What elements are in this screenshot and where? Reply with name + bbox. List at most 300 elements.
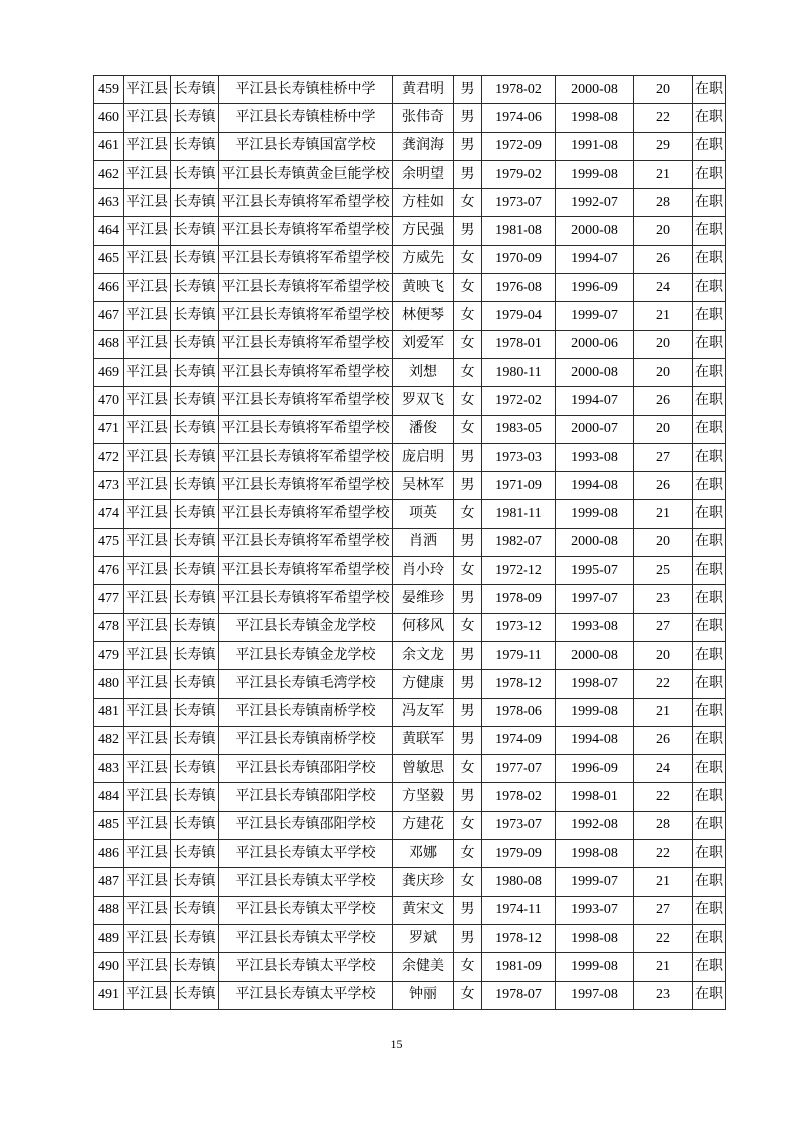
cell-county: 平江县 (124, 981, 171, 1009)
cell-school: 平江县长寿镇将军希望学校 (219, 415, 393, 443)
cell-gender: 女 (454, 557, 482, 585)
cell-seq: 462 (94, 160, 124, 188)
cell-start-date: 1999-08 (556, 953, 634, 981)
cell-name: 龚庆珍 (393, 868, 454, 896)
cell-school: 平江县长寿镇太平学校 (219, 953, 393, 981)
cell-name: 曾敏思 (393, 755, 454, 783)
cell-years: 24 (634, 755, 693, 783)
cell-school: 平江县长寿镇黄金巨能学校 (219, 160, 393, 188)
cell-birth-date: 1978-12 (482, 924, 556, 952)
cell-town: 长寿镇 (171, 217, 219, 245)
cell-gender: 女 (454, 500, 482, 528)
cell-seq: 459 (94, 76, 124, 104)
cell-start-date: 2000-08 (556, 76, 634, 104)
cell-seq: 474 (94, 500, 124, 528)
cell-years: 21 (634, 953, 693, 981)
cell-seq: 463 (94, 189, 124, 217)
cell-name: 张伟奇 (393, 104, 454, 132)
cell-school: 平江县长寿镇将军希望学校 (219, 189, 393, 217)
cell-gender: 男 (454, 783, 482, 811)
cell-years: 20 (634, 358, 693, 386)
cell-status: 在职 (693, 76, 726, 104)
table-row (94, 472, 726, 500)
cell-years: 21 (634, 868, 693, 896)
cell-birth-date: 1978-01 (482, 330, 556, 358)
cell-county: 平江县 (124, 840, 171, 868)
table-row (94, 274, 726, 302)
cell-years: 24 (634, 274, 693, 302)
cell-seq: 471 (94, 415, 124, 443)
cell-gender: 男 (454, 641, 482, 669)
cell-birth-date: 1970-09 (482, 245, 556, 273)
cell-start-date: 1994-07 (556, 245, 634, 273)
cell-start-date: 1999-08 (556, 698, 634, 726)
cell-status: 在职 (693, 217, 726, 245)
cell-years: 20 (634, 415, 693, 443)
cell-start-date: 1999-07 (556, 868, 634, 896)
cell-school: 平江县长寿镇桂桥中学 (219, 76, 393, 104)
cell-status: 在职 (693, 783, 726, 811)
cell-gender: 女 (454, 415, 482, 443)
cell-status: 在职 (693, 698, 726, 726)
cell-years: 28 (634, 811, 693, 839)
cell-seq: 489 (94, 924, 124, 952)
cell-town: 长寿镇 (171, 132, 219, 160)
cell-seq: 478 (94, 613, 124, 641)
cell-years: 22 (634, 840, 693, 868)
cell-seq: 487 (94, 868, 124, 896)
cell-years: 27 (634, 613, 693, 641)
cell-school: 平江县长寿镇太平学校 (219, 981, 393, 1009)
cell-school: 平江县长寿镇邵阳学校 (219, 755, 393, 783)
cell-years: 26 (634, 472, 693, 500)
cell-name: 黄君明 (393, 76, 454, 104)
table-row (94, 896, 726, 924)
cell-town: 长寿镇 (171, 245, 219, 273)
cell-town: 长寿镇 (171, 755, 219, 783)
cell-birth-date: 1981-08 (482, 217, 556, 245)
cell-years: 21 (634, 302, 693, 330)
cell-gender: 男 (454, 670, 482, 698)
table-row (94, 415, 726, 443)
cell-name: 肖小玲 (393, 557, 454, 585)
cell-status: 在职 (693, 132, 726, 160)
table-row (94, 443, 726, 471)
table-row (94, 924, 726, 952)
cell-start-date: 2000-08 (556, 528, 634, 556)
cell-county: 平江县 (124, 302, 171, 330)
cell-status: 在职 (693, 104, 726, 132)
cell-start-date: 2000-07 (556, 415, 634, 443)
cell-birth-date: 1983-05 (482, 415, 556, 443)
table-row (94, 755, 726, 783)
table-row (94, 500, 726, 528)
cell-town: 长寿镇 (171, 274, 219, 302)
cell-town: 长寿镇 (171, 641, 219, 669)
cell-name: 项英 (393, 500, 454, 528)
cell-seq: 490 (94, 953, 124, 981)
cell-status: 在职 (693, 189, 726, 217)
cell-gender: 女 (454, 811, 482, 839)
cell-name: 黄映飞 (393, 274, 454, 302)
cell-name: 方健康 (393, 670, 454, 698)
cell-name: 邓娜 (393, 840, 454, 868)
cell-county: 平江县 (124, 415, 171, 443)
cell-birth-date: 1974-06 (482, 104, 556, 132)
cell-gender: 女 (454, 330, 482, 358)
cell-status: 在职 (693, 868, 726, 896)
cell-start-date: 2000-08 (556, 358, 634, 386)
cell-start-date: 1998-08 (556, 104, 634, 132)
cell-county: 平江县 (124, 160, 171, 188)
cell-seq: 486 (94, 840, 124, 868)
cell-status: 在职 (693, 358, 726, 386)
cell-birth-date: 1972-09 (482, 132, 556, 160)
cell-start-date: 1992-07 (556, 189, 634, 217)
cell-school: 平江县长寿镇毛湾学校 (219, 670, 393, 698)
cell-start-date: 1996-09 (556, 755, 634, 783)
cell-gender: 女 (454, 953, 482, 981)
cell-county: 平江县 (124, 811, 171, 839)
cell-status: 在职 (693, 160, 726, 188)
cell-start-date: 1994-07 (556, 387, 634, 415)
cell-town: 长寿镇 (171, 868, 219, 896)
cell-years: 28 (634, 189, 693, 217)
cell-county: 平江县 (124, 585, 171, 613)
cell-town: 长寿镇 (171, 698, 219, 726)
cell-name: 刘想 (393, 358, 454, 386)
cell-birth-date: 1973-07 (482, 811, 556, 839)
cell-start-date: 1998-01 (556, 783, 634, 811)
cell-county: 平江县 (124, 896, 171, 924)
cell-county: 平江县 (124, 924, 171, 952)
cell-status: 在职 (693, 245, 726, 273)
table-row (94, 783, 726, 811)
cell-name: 龚润海 (393, 132, 454, 160)
cell-years: 27 (634, 896, 693, 924)
cell-town: 长寿镇 (171, 896, 219, 924)
cell-gender: 男 (454, 585, 482, 613)
cell-start-date: 1997-08 (556, 981, 634, 1009)
cell-status: 在职 (693, 387, 726, 415)
cell-birth-date: 1972-02 (482, 387, 556, 415)
cell-status: 在职 (693, 443, 726, 471)
cell-name: 林便琴 (393, 302, 454, 330)
cell-school: 平江县长寿镇太平学校 (219, 840, 393, 868)
cell-town: 长寿镇 (171, 104, 219, 132)
cell-town: 长寿镇 (171, 726, 219, 754)
cell-name: 刘爱军 (393, 330, 454, 358)
cell-seq: 470 (94, 387, 124, 415)
cell-birth-date: 1973-07 (482, 189, 556, 217)
cell-start-date: 1998-08 (556, 840, 634, 868)
cell-county: 平江县 (124, 443, 171, 471)
cell-school: 平江县长寿镇南桥学校 (219, 698, 393, 726)
cell-school: 平江县长寿镇将军希望学校 (219, 217, 393, 245)
cell-birth-date: 1973-03 (482, 443, 556, 471)
cell-school: 平江县长寿镇将军希望学校 (219, 500, 393, 528)
cell-county: 平江县 (124, 245, 171, 273)
cell-status: 在职 (693, 670, 726, 698)
cell-school: 平江县长寿镇邵阳学校 (219, 783, 393, 811)
cell-school: 平江县长寿镇将军希望学校 (219, 330, 393, 358)
cell-town: 长寿镇 (171, 557, 219, 585)
cell-birth-date: 1978-07 (482, 981, 556, 1009)
cell-birth-date: 1982-07 (482, 528, 556, 556)
cell-name: 吴林军 (393, 472, 454, 500)
table-row (94, 76, 726, 104)
cell-county: 平江县 (124, 953, 171, 981)
cell-years: 21 (634, 698, 693, 726)
cell-county: 平江县 (124, 613, 171, 641)
cell-years: 23 (634, 981, 693, 1009)
cell-birth-date: 1972-12 (482, 557, 556, 585)
cell-start-date: 1993-07 (556, 896, 634, 924)
cell-years: 20 (634, 76, 693, 104)
cell-years: 22 (634, 670, 693, 698)
cell-name: 余健美 (393, 953, 454, 981)
cell-seq: 464 (94, 217, 124, 245)
cell-status: 在职 (693, 330, 726, 358)
cell-seq: 475 (94, 528, 124, 556)
cell-county: 平江县 (124, 387, 171, 415)
cell-birth-date: 1974-09 (482, 726, 556, 754)
cell-gender: 男 (454, 924, 482, 952)
cell-seq: 477 (94, 585, 124, 613)
cell-years: 20 (634, 641, 693, 669)
cell-school: 平江县长寿镇桂桥中学 (219, 104, 393, 132)
cell-town: 长寿镇 (171, 613, 219, 641)
cell-county: 平江县 (124, 528, 171, 556)
cell-gender: 女 (454, 358, 482, 386)
cell-seq: 488 (94, 896, 124, 924)
cell-gender: 女 (454, 868, 482, 896)
cell-birth-date: 1979-09 (482, 840, 556, 868)
cell-start-date: 1994-08 (556, 472, 634, 500)
cell-status: 在职 (693, 585, 726, 613)
cell-seq: 476 (94, 557, 124, 585)
cell-birth-date: 1974-11 (482, 896, 556, 924)
cell-birth-date: 1980-08 (482, 868, 556, 896)
cell-years: 25 (634, 557, 693, 585)
cell-county: 平江县 (124, 472, 171, 500)
cell-town: 长寿镇 (171, 670, 219, 698)
table-row (94, 132, 726, 160)
cell-seq: 469 (94, 358, 124, 386)
cell-start-date: 1993-08 (556, 613, 634, 641)
cell-gender: 女 (454, 245, 482, 273)
cell-years: 27 (634, 443, 693, 471)
cell-seq: 466 (94, 274, 124, 302)
cell-seq: 472 (94, 443, 124, 471)
table-row (94, 868, 726, 896)
cell-county: 平江县 (124, 868, 171, 896)
cell-seq: 481 (94, 698, 124, 726)
cell-start-date: 1995-07 (556, 557, 634, 585)
cell-town: 长寿镇 (171, 189, 219, 217)
cell-town: 长寿镇 (171, 387, 219, 415)
cell-status: 在职 (693, 953, 726, 981)
cell-gender: 男 (454, 160, 482, 188)
cell-start-date: 1999-07 (556, 302, 634, 330)
cell-years: 21 (634, 160, 693, 188)
cell-name: 晏维珍 (393, 585, 454, 613)
cell-years: 29 (634, 132, 693, 160)
cell-status: 在职 (693, 528, 726, 556)
cell-gender: 男 (454, 528, 482, 556)
cell-status: 在职 (693, 726, 726, 754)
cell-gender: 男 (454, 132, 482, 160)
cell-county: 平江县 (124, 698, 171, 726)
cell-seq: 484 (94, 783, 124, 811)
cell-seq: 460 (94, 104, 124, 132)
cell-seq: 483 (94, 755, 124, 783)
cell-status: 在职 (693, 641, 726, 669)
teacher-roster-table (93, 75, 726, 1010)
cell-birth-date: 1973-12 (482, 613, 556, 641)
cell-school: 平江县长寿镇邵阳学校 (219, 811, 393, 839)
cell-status: 在职 (693, 613, 726, 641)
cell-seq: 482 (94, 726, 124, 754)
cell-gender: 男 (454, 896, 482, 924)
cell-gender: 女 (454, 613, 482, 641)
cell-name: 潘俊 (393, 415, 454, 443)
cell-school: 平江县长寿镇将军希望学校 (219, 245, 393, 273)
cell-school: 平江县长寿镇将军希望学校 (219, 443, 393, 471)
cell-town: 长寿镇 (171, 981, 219, 1009)
cell-name: 方威先 (393, 245, 454, 273)
cell-birth-date: 1978-02 (482, 76, 556, 104)
cell-status: 在职 (693, 557, 726, 585)
table-row (94, 726, 726, 754)
cell-name: 黄宋文 (393, 896, 454, 924)
cell-town: 长寿镇 (171, 924, 219, 952)
cell-gender: 男 (454, 472, 482, 500)
cell-gender: 男 (454, 443, 482, 471)
cell-birth-date: 1976-08 (482, 274, 556, 302)
cell-town: 长寿镇 (171, 330, 219, 358)
cell-school: 平江县长寿镇太平学校 (219, 924, 393, 952)
cell-town: 长寿镇 (171, 500, 219, 528)
table-row (94, 670, 726, 698)
cell-years: 26 (634, 387, 693, 415)
cell-seq: 473 (94, 472, 124, 500)
table-row (94, 160, 726, 188)
cell-gender: 女 (454, 755, 482, 783)
table-row (94, 585, 726, 613)
cell-start-date: 1997-07 (556, 585, 634, 613)
cell-town: 长寿镇 (171, 585, 219, 613)
cell-birth-date: 1979-04 (482, 302, 556, 330)
table-row (94, 953, 726, 981)
cell-birth-date: 1978-09 (482, 585, 556, 613)
cell-birth-date: 1981-11 (482, 500, 556, 528)
cell-town: 长寿镇 (171, 811, 219, 839)
table-row (94, 302, 726, 330)
cell-county: 平江县 (124, 217, 171, 245)
cell-name: 方桂如 (393, 189, 454, 217)
cell-county: 平江县 (124, 726, 171, 754)
cell-name: 罗双飞 (393, 387, 454, 415)
cell-years: 22 (634, 783, 693, 811)
cell-school: 平江县长寿镇太平学校 (219, 896, 393, 924)
cell-seq: 485 (94, 811, 124, 839)
cell-school: 平江县长寿镇将军希望学校 (219, 557, 393, 585)
cell-status: 在职 (693, 302, 726, 330)
cell-birth-date: 1977-07 (482, 755, 556, 783)
cell-status: 在职 (693, 274, 726, 302)
cell-name: 钟丽 (393, 981, 454, 1009)
table-row (94, 189, 726, 217)
cell-seq: 479 (94, 641, 124, 669)
cell-years: 21 (634, 500, 693, 528)
cell-gender: 女 (454, 189, 482, 217)
cell-years: 26 (634, 726, 693, 754)
cell-school: 平江县长寿镇金龙学校 (219, 641, 393, 669)
cell-school: 平江县长寿镇金龙学校 (219, 613, 393, 641)
cell-status: 在职 (693, 896, 726, 924)
table-row (94, 217, 726, 245)
cell-seq: 480 (94, 670, 124, 698)
cell-seq: 468 (94, 330, 124, 358)
cell-town: 长寿镇 (171, 302, 219, 330)
cell-name: 庞启明 (393, 443, 454, 471)
page-number: 15 (390, 1037, 403, 1051)
cell-county: 平江县 (124, 76, 171, 104)
cell-school: 平江县长寿镇太平学校 (219, 868, 393, 896)
table-row (94, 528, 726, 556)
cell-gender: 男 (454, 698, 482, 726)
cell-school: 平江县长寿镇将军希望学校 (219, 528, 393, 556)
table-row (94, 613, 726, 641)
cell-town: 长寿镇 (171, 160, 219, 188)
cell-years: 20 (634, 528, 693, 556)
cell-county: 平江县 (124, 104, 171, 132)
cell-status: 在职 (693, 755, 726, 783)
cell-school: 平江县长寿镇南桥学校 (219, 726, 393, 754)
cell-name: 方民强 (393, 217, 454, 245)
cell-county: 平江县 (124, 132, 171, 160)
cell-county: 平江县 (124, 500, 171, 528)
cell-gender: 女 (454, 302, 482, 330)
table-row (94, 811, 726, 839)
table-row (94, 557, 726, 585)
cell-school: 平江县长寿镇将军希望学校 (219, 472, 393, 500)
cell-county: 平江县 (124, 189, 171, 217)
cell-gender: 女 (454, 840, 482, 868)
cell-county: 平江县 (124, 755, 171, 783)
cell-town: 长寿镇 (171, 528, 219, 556)
cell-gender: 男 (454, 217, 482, 245)
cell-start-date: 1998-07 (556, 670, 634, 698)
cell-school: 平江县长寿镇将军希望学校 (219, 302, 393, 330)
cell-gender: 女 (454, 274, 482, 302)
cell-gender: 男 (454, 76, 482, 104)
cell-birth-date: 1978-12 (482, 670, 556, 698)
cell-town: 长寿镇 (171, 358, 219, 386)
cell-years: 26 (634, 245, 693, 273)
cell-birth-date: 1980-11 (482, 358, 556, 386)
cell-start-date: 1994-08 (556, 726, 634, 754)
cell-years: 20 (634, 330, 693, 358)
cell-name: 方建花 (393, 811, 454, 839)
table-row (94, 698, 726, 726)
cell-town: 长寿镇 (171, 472, 219, 500)
cell-school: 平江县长寿镇国富学校 (219, 132, 393, 160)
cell-start-date: 2000-08 (556, 217, 634, 245)
cell-start-date: 1999-08 (556, 500, 634, 528)
cell-years: 22 (634, 104, 693, 132)
